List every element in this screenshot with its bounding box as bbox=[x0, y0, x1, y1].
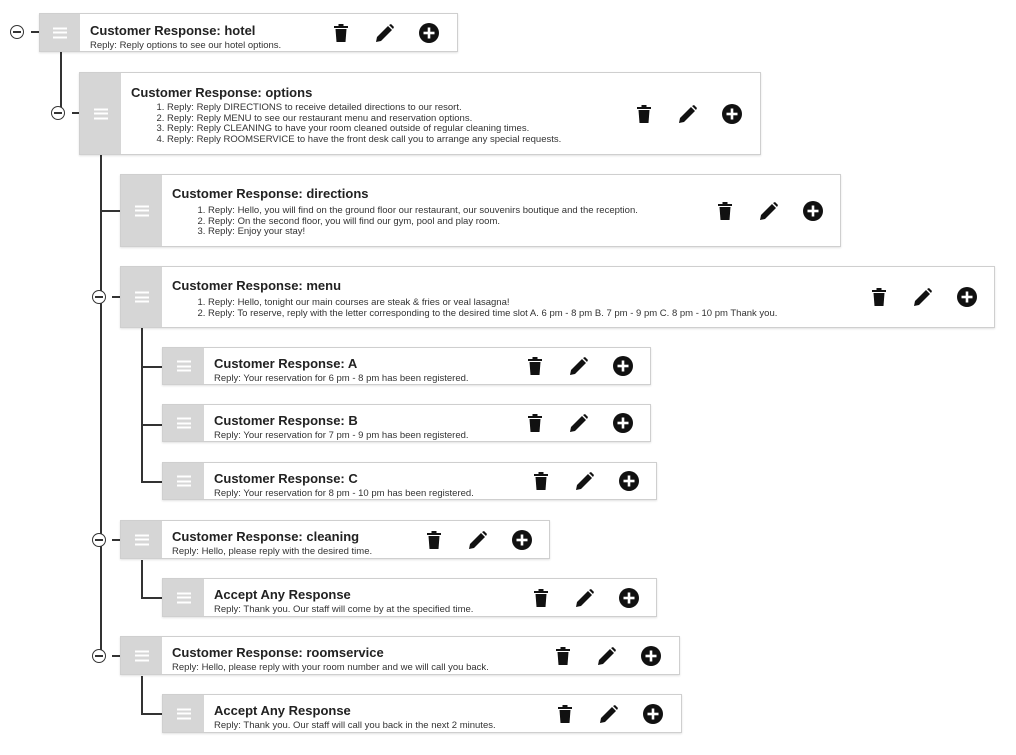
trash-icon[interactable] bbox=[525, 356, 545, 376]
reply-list bbox=[172, 206, 638, 238]
node-reply: Reply: Reply options to see our hotel options. bbox=[90, 40, 282, 51]
node-title: Customer Response: B bbox=[214, 413, 358, 428]
trash-icon[interactable] bbox=[531, 588, 551, 608]
tree-connector bbox=[141, 424, 162, 426]
trash-icon[interactable] bbox=[715, 201, 735, 221]
plus-circle-icon[interactable] bbox=[643, 704, 663, 724]
trash-icon[interactable] bbox=[553, 646, 573, 666]
drag-handle-icon[interactable] bbox=[121, 521, 162, 558]
pencil-icon[interactable] bbox=[759, 201, 779, 221]
node-title: Customer Response: roomservice bbox=[172, 645, 384, 660]
node-title: Customer Response: directions bbox=[172, 186, 369, 201]
node-title: Customer Response: cleaning bbox=[172, 529, 360, 544]
response-node[interactable] bbox=[79, 72, 761, 155]
collapse-minus-icon[interactable] bbox=[92, 533, 106, 547]
node-reply: Reply: Your reservation for 8 pm - 10 pm has been registered. bbox=[214, 488, 474, 499]
drag-handle-icon[interactable] bbox=[163, 695, 204, 732]
plus-circle-icon[interactable] bbox=[641, 646, 661, 666]
tree-connector bbox=[141, 481, 162, 483]
response-node[interactable] bbox=[120, 174, 841, 247]
response-node[interactable] bbox=[39, 13, 458, 52]
reply-list bbox=[172, 298, 777, 319]
plus-circle-icon[interactable] bbox=[619, 588, 639, 608]
node-title: Customer Response: hotel bbox=[90, 23, 256, 38]
node-reply: Reply: Your reservation for 7 pm - 9 pm has been registered. bbox=[214, 430, 469, 441]
reply-item: 3. Reply: Enjoy your stay! bbox=[208, 227, 638, 238]
pencil-icon[interactable] bbox=[569, 356, 589, 376]
tree-connector bbox=[141, 327, 143, 482]
node-title: Customer Response: A bbox=[214, 356, 358, 371]
response-node[interactable] bbox=[162, 462, 657, 500]
reply-item: 2. Reply: Reply MENU to see our restaurant menu and reservation options. bbox=[167, 114, 561, 125]
collapse-minus-icon[interactable] bbox=[10, 25, 24, 39]
response-node[interactable] bbox=[162, 347, 651, 385]
trash-icon[interactable] bbox=[634, 104, 654, 124]
plus-circle-icon[interactable] bbox=[722, 104, 742, 124]
node-reply: Reply: Your reservation for 6 pm - 8 pm has been registered. bbox=[214, 373, 469, 384]
tree-connector bbox=[100, 210, 120, 212]
pencil-icon[interactable] bbox=[678, 104, 698, 124]
drag-handle-icon[interactable] bbox=[40, 14, 80, 51]
node-title: Customer Response: menu bbox=[172, 278, 342, 293]
reply-item: 1. Reply: Hello, you will find on the ground floor our restaurant, our souvenirs boutique and the reception. bbox=[208, 206, 638, 217]
reply-item: 4. Reply: Reply ROOMSERVICE to have the front desk call you to arrange any special requests. bbox=[167, 135, 561, 146]
plus-circle-icon[interactable] bbox=[613, 413, 633, 433]
response-node[interactable] bbox=[162, 694, 682, 733]
reply-item: 1. Reply: Hello, tonight our main courses are steak & fries or veal lasagna! bbox=[208, 298, 777, 309]
reply-item: 2. Reply: On the second floor, you will find our gym, pool and play room. bbox=[208, 217, 638, 228]
drag-handle-icon[interactable] bbox=[121, 175, 162, 246]
drag-handle-icon[interactable] bbox=[163, 463, 204, 499]
reply-item: 2. Reply: To reserve, reply with the letter corresponding to the desired time slot A. 6 pm - 8 pm B. 7 pm - 9 pm C. 8 pm - 10 pm Thank you. bbox=[208, 309, 777, 320]
trash-icon[interactable] bbox=[525, 413, 545, 433]
tree-connector bbox=[112, 296, 120, 298]
pencil-icon[interactable] bbox=[575, 471, 595, 491]
reply-list bbox=[131, 103, 561, 145]
drag-handle-icon[interactable] bbox=[121, 267, 162, 327]
pencil-icon[interactable] bbox=[468, 530, 488, 550]
node-reply: Reply: Hello, please reply with your room number and we will call you back. bbox=[172, 662, 489, 673]
trash-icon[interactable] bbox=[424, 530, 444, 550]
trash-icon[interactable] bbox=[331, 23, 351, 43]
plus-circle-icon[interactable] bbox=[803, 201, 823, 221]
response-node[interactable] bbox=[120, 520, 550, 559]
node-reply: Reply: Hello, please reply with the desired time. bbox=[172, 546, 373, 557]
collapse-minus-icon[interactable] bbox=[92, 649, 106, 663]
tree-connector bbox=[141, 597, 162, 599]
response-node[interactable] bbox=[162, 578, 657, 617]
trash-icon[interactable] bbox=[555, 704, 575, 724]
collapse-minus-icon[interactable] bbox=[92, 290, 106, 304]
pencil-icon[interactable] bbox=[375, 23, 395, 43]
pencil-icon[interactable] bbox=[569, 413, 589, 433]
drag-handle-icon[interactable] bbox=[121, 637, 162, 674]
response-node[interactable] bbox=[120, 266, 995, 328]
pencil-icon[interactable] bbox=[599, 704, 619, 724]
plus-circle-icon[interactable] bbox=[512, 530, 532, 550]
trash-icon[interactable] bbox=[869, 287, 889, 307]
tree-connector bbox=[112, 539, 120, 541]
node-title: Accept Any Response bbox=[214, 587, 351, 602]
drag-handle-icon[interactable] bbox=[163, 405, 204, 441]
node-reply: Reply: Thank you. Our staff will come by at the specified time. bbox=[214, 604, 474, 615]
reply-item: 1. Reply: Reply DIRECTIONS to receive detailed directions to our resort. bbox=[167, 103, 561, 114]
plus-circle-icon[interactable] bbox=[419, 23, 439, 43]
node-title: Accept Any Response bbox=[214, 703, 351, 718]
reply-item: 3. Reply: Reply CLEANING to have your room cleaned outside of regular cleaning times. bbox=[167, 124, 561, 135]
trash-icon[interactable] bbox=[531, 471, 551, 491]
tree-connector bbox=[100, 155, 102, 655]
plus-circle-icon[interactable] bbox=[619, 471, 639, 491]
pencil-icon[interactable] bbox=[913, 287, 933, 307]
collapse-minus-icon[interactable] bbox=[51, 106, 65, 120]
pencil-icon[interactable] bbox=[597, 646, 617, 666]
node-reply: Reply: Thank you. Our staff will call you back in the next 2 minutes. bbox=[214, 720, 496, 731]
tree-connector bbox=[60, 51, 62, 113]
tree-connector bbox=[112, 655, 120, 657]
response-node[interactable] bbox=[162, 404, 651, 442]
node-title: Customer Response: options bbox=[131, 85, 313, 100]
pencil-icon[interactable] bbox=[575, 588, 595, 608]
plus-circle-icon[interactable] bbox=[613, 356, 633, 376]
node-title: Customer Response: C bbox=[214, 471, 358, 486]
drag-handle-icon[interactable] bbox=[163, 348, 204, 384]
tree-connector bbox=[141, 676, 143, 714]
plus-circle-icon[interactable] bbox=[957, 287, 977, 307]
tree-connector bbox=[141, 366, 162, 368]
drag-handle-icon[interactable] bbox=[80, 73, 121, 154]
response-node[interactable] bbox=[120, 636, 680, 675]
tree-connector bbox=[141, 560, 143, 598]
tree-connector bbox=[141, 713, 162, 715]
drag-handle-icon[interactable] bbox=[163, 579, 204, 616]
